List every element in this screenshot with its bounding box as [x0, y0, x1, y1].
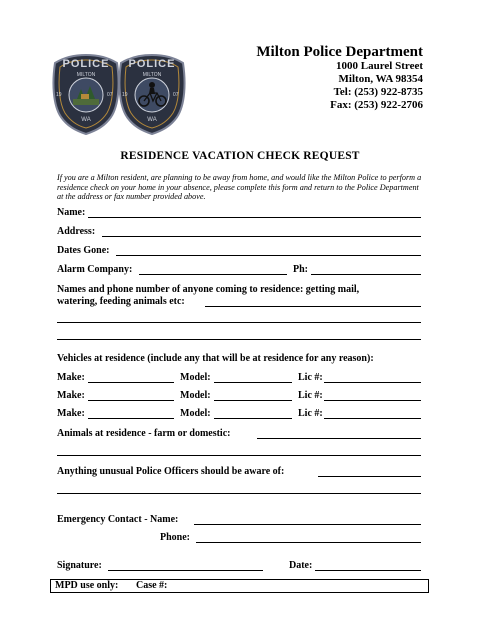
vehicles-label: Vehicles at residence (include any that will be at residence for any reason): — [57, 353, 374, 364]
badge-right-top-text: POLICE — [128, 58, 176, 70]
badge-left-top-text: POLICE — [62, 58, 110, 70]
animals-label: Animals at residence - farm or domestic: — [57, 428, 231, 439]
vehicle-3-lic-label: Lic #: — [298, 408, 323, 419]
vehicle-2-lic-label: Lic #: — [298, 390, 323, 401]
alarm-company-label: Alarm Company: — [57, 264, 133, 275]
name-field[interactable] — [88, 217, 421, 218]
badge-right-bottom-text: WA — [147, 117, 157, 123]
emergency-phone-label: Phone: — [160, 532, 190, 543]
badge-right-middle-text: MILTON — [142, 72, 162, 78]
date-label: Date: — [289, 560, 313, 571]
department-city: Milton, WA 98354 — [338, 73, 423, 85]
vehicle-1-lic-field[interactable] — [324, 382, 421, 383]
vehicle-3-lic-field[interactable] — [324, 418, 421, 419]
date-field[interactable] — [315, 570, 421, 571]
badge-right-year-left: 19 — [122, 92, 128, 98]
emergency-phone-field[interactable] — [196, 542, 421, 543]
vehicle-1-model-label: Model: — [180, 372, 211, 383]
vehicle-2-model-label: Model: — [180, 390, 211, 401]
vehicle-1-model-field[interactable] — [214, 382, 292, 383]
alarm-phone-label: Ph: — [293, 264, 308, 275]
department-name: Milton Police Department — [256, 44, 423, 60]
badge-left-year-left: 19 — [56, 92, 62, 98]
vehicle-1-lic-label: Lic #: — [298, 372, 323, 383]
badge-left-bottom-text: WA — [81, 117, 91, 123]
mpd-use-label: MPD use only: — [55, 580, 119, 591]
unusual-label: Anything unusual Police Officers should be aware of: — [57, 466, 285, 477]
contacts-label-line2: watering, feeding animals etc: — [57, 296, 185, 307]
vehicle-2-model-field[interactable] — [214, 400, 292, 401]
vehicle-2-lic-field[interactable] — [324, 400, 421, 401]
vehicle-1-make-field[interactable] — [88, 382, 174, 383]
case-number-label: Case #: — [136, 580, 168, 591]
address-label: Address: — [57, 226, 96, 237]
badge-left-year-right: 07 — [107, 92, 113, 98]
department-street: 1000 Laurel Street — [336, 60, 423, 72]
vehicle-2-make-label: Make: — [57, 390, 85, 401]
contacts-field-2[interactable] — [57, 322, 421, 323]
address-field[interactable] — [102, 236, 421, 237]
dates-gone-field[interactable] — [116, 255, 421, 256]
animals-field-1[interactable] — [257, 438, 421, 439]
alarm-phone-field[interactable] — [311, 274, 421, 275]
vehicle-3-make-field[interactable] — [88, 418, 174, 419]
vehicle-2-make-field[interactable] — [88, 400, 174, 401]
vehicle-3-model-field[interactable] — [214, 418, 292, 419]
signature-label: Signature: — [57, 560, 102, 571]
name-label: Name: — [57, 207, 86, 218]
form-intro: If you are a Milton resident, are planning to be away from home, and would like the Milton Police to perform a residence check on your home in your absence, please complete this form and return to the Police Department at the address or fax number provided above. — [57, 173, 422, 202]
badge-left-middle-text: MILTON — [76, 72, 96, 78]
emergency-name-field[interactable] — [194, 524, 421, 525]
department-fax: Fax: (253) 922-2706 — [330, 99, 423, 111]
dates-gone-label: Dates Gone: — [57, 245, 110, 256]
unusual-field-2[interactable] — [57, 493, 421, 494]
signature-field[interactable] — [108, 570, 263, 571]
vehicle-3-model-label: Model: — [180, 408, 211, 419]
badge-right-year-right: 07 — [173, 92, 179, 98]
animals-field-2[interactable] — [57, 455, 421, 456]
department-tel: Tel: (253) 922-8735 — [333, 86, 423, 98]
vehicle-3-make-label: Make: — [57, 408, 85, 419]
alarm-company-field[interactable] — [139, 274, 287, 275]
contacts-label-line1: Names and phone number of anyone coming to residence: getting mail, — [57, 284, 360, 295]
vehicle-1-make-label: Make: — [57, 372, 85, 383]
form-title: RESIDENCE VACATION CHECK REQUEST — [120, 150, 360, 162]
emergency-name-label: Emergency Contact - Name: — [57, 514, 179, 525]
unusual-field-1[interactable] — [318, 476, 421, 477]
contacts-field-1[interactable] — [205, 306, 421, 307]
contacts-field-3[interactable] — [57, 339, 421, 340]
